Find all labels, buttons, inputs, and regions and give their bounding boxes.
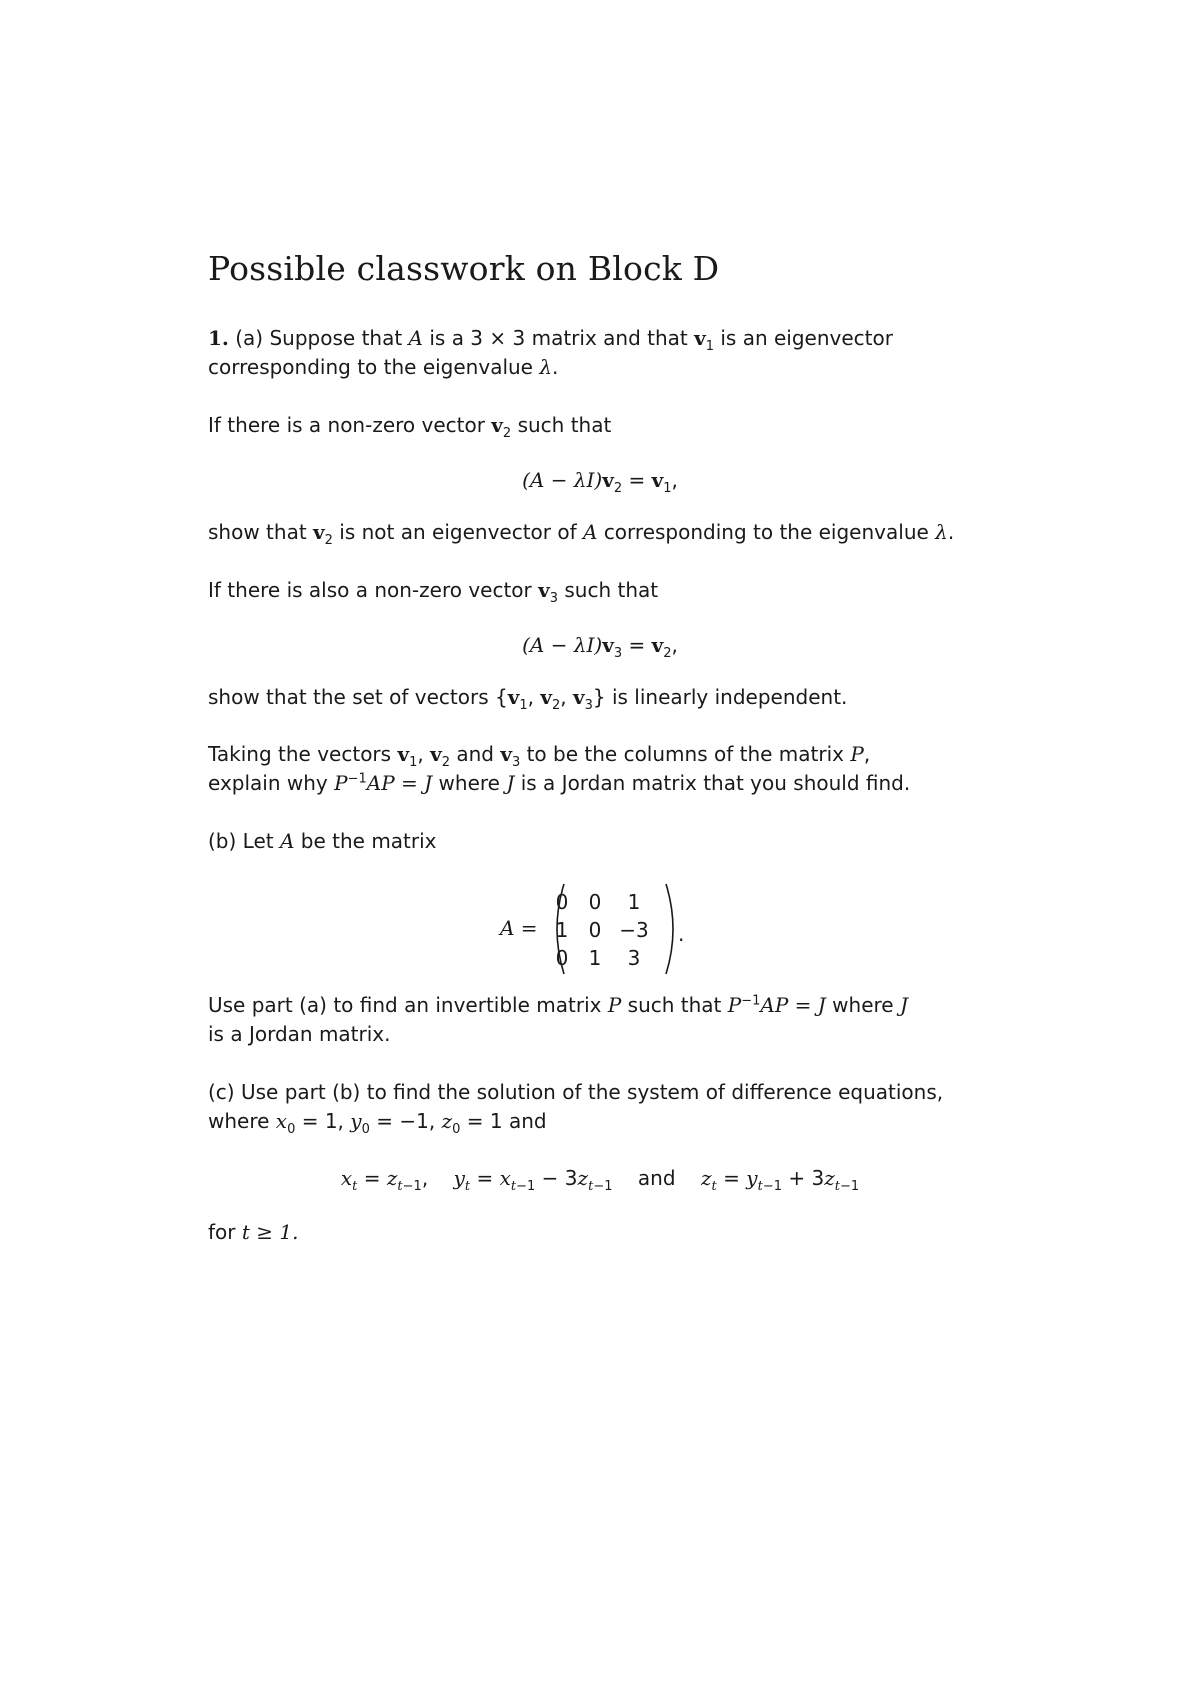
sub: 0	[361, 1122, 370, 1137]
part-b-line-3	[208, 1024, 391, 1044]
text: ,	[671, 633, 678, 657]
math-v: v	[651, 633, 664, 657]
page-title: Possible classwork on Block D	[208, 249, 720, 288]
text: for	[208, 1220, 236, 1244]
text: such that	[564, 578, 659, 602]
part-a-para-2	[208, 413, 612, 441]
math-v: v	[491, 413, 503, 437]
sub: 3	[584, 698, 593, 713]
question-number: 1.	[208, 326, 229, 350]
text: such that	[627, 993, 722, 1017]
text: is not an eigenvector of	[339, 520, 577, 544]
sub: 2	[502, 426, 512, 441]
text: such that	[517, 413, 612, 437]
math-v: v	[430, 742, 442, 766]
text: {	[494, 685, 508, 709]
sub: 2	[441, 755, 450, 770]
matrix-period: .	[678, 922, 685, 946]
math-P: P	[850, 742, 864, 766]
math-v: v	[540, 685, 552, 709]
part-c-line-3	[208, 1222, 298, 1242]
text: show that the set of vectors	[208, 685, 489, 709]
text: ,	[560, 685, 567, 709]
math: AP	[366, 771, 395, 795]
math-v: v	[538, 578, 550, 602]
matrix-cell: 3	[627, 946, 641, 970]
matrix-cell: 1	[555, 918, 569, 942]
math-J: J	[506, 771, 515, 795]
part-b-line-1	[208, 831, 437, 851]
math-x: x	[275, 1109, 288, 1133]
part-a-line-1	[208, 326, 893, 354]
math: (A − λI)	[522, 468, 603, 492]
text: =	[628, 468, 646, 492]
equation-1	[0, 468, 1200, 496]
text: corresponding to the eigenvalue	[208, 355, 533, 379]
text: where	[438, 771, 500, 795]
math-v: v	[507, 685, 520, 709]
math: AP	[760, 993, 789, 1017]
text: .	[552, 355, 559, 379]
text: be the matrix	[300, 829, 437, 853]
sub: 0	[287, 1122, 296, 1137]
text: ,	[671, 468, 678, 492]
math-A: A	[279, 829, 295, 853]
text: ,	[417, 742, 424, 766]
text: =	[628, 633, 646, 657]
math: (A − λI)	[522, 633, 603, 657]
matrix-lhs: A =	[500, 916, 538, 940]
difference-equations: $x_t = z_{t-1}$, $y_t = x_{t-1} - 3z_{t-1}$ and $z_t = y_{t-1} + 3z_{t-1}$	[340, 1166, 860, 1194]
math-v: v	[694, 326, 706, 350]
part-a-label: (a)	[235, 326, 264, 350]
matrix-cell: 1	[627, 890, 641, 914]
part-a-line-2	[208, 357, 558, 377]
equation-2	[0, 633, 1200, 661]
text: explain why	[208, 771, 328, 795]
sub: 1	[663, 481, 672, 496]
math-lambda: λ	[539, 355, 553, 379]
sub: 2	[324, 533, 333, 548]
part-a-para-3	[208, 520, 955, 548]
math-v: v	[602, 468, 614, 492]
math-v: v	[651, 468, 664, 492]
text: where	[208, 1109, 270, 1133]
text: .	[947, 520, 955, 544]
text: Taking the vectors	[208, 742, 392, 766]
sub: 2	[551, 698, 561, 713]
math-P: P	[607, 993, 622, 1017]
text: is linearly independent.	[611, 685, 848, 709]
text: }	[592, 685, 606, 709]
math-P: P	[727, 993, 742, 1017]
right-paren	[666, 884, 673, 974]
math-A: A	[408, 326, 423, 350]
sup: −1	[347, 771, 367, 787]
math-y: y	[350, 1109, 362, 1133]
sub: 1	[705, 339, 715, 354]
text: is a Jordan matrix that you should find.	[520, 771, 911, 795]
matrix-cell: 1	[588, 946, 602, 970]
part-c-line-1	[208, 1082, 943, 1102]
sub: 0	[452, 1122, 461, 1137]
math: = J	[794, 993, 826, 1017]
matrix-cell: 0	[588, 918, 602, 942]
text: and	[456, 742, 494, 766]
text: is a 3 × 3 matrix and that	[429, 326, 688, 350]
text: Use part (a) to find an invertible matrix	[208, 993, 602, 1017]
sub: 3	[549, 591, 559, 606]
text: corresponding to the eigenvalue	[603, 520, 929, 544]
math-z: z	[441, 1109, 453, 1133]
sub: 1	[519, 698, 528, 713]
part-a-para-6-line-2	[208, 773, 910, 793]
text: to be the columns of the matrix	[526, 742, 844, 766]
text: Let	[242, 829, 274, 853]
sub: 2	[663, 646, 672, 661]
matrix-cell: 0	[555, 890, 569, 914]
sub: 1	[409, 755, 418, 770]
part-a-para-4	[208, 578, 659, 606]
text: and	[637, 1166, 676, 1190]
text: ,	[863, 742, 871, 766]
math: = J	[401, 771, 433, 795]
text: Use part (b) to find the solution of the system of difference equations,	[240, 1080, 944, 1104]
math-v: v	[397, 742, 410, 766]
math: t ≥ 1.	[241, 1220, 299, 1244]
text: is a Jordan matrix.	[208, 1022, 391, 1046]
text: ,	[527, 685, 534, 709]
text: If there is also a non-zero vector	[208, 578, 532, 602]
math-v: v	[500, 742, 512, 766]
math-v: v	[602, 633, 614, 657]
part-b-label: (b)	[208, 829, 237, 853]
sub: 3	[511, 755, 521, 770]
math-v: v	[572, 685, 585, 709]
part-a-para-6-line-1	[208, 742, 871, 770]
matrix-cell: 0	[588, 890, 602, 914]
text: If there is a non-zero vector	[208, 413, 485, 437]
part-b-line-2	[208, 995, 908, 1015]
part-c-line-2	[208, 1109, 547, 1137]
part-a-para-5	[208, 685, 848, 713]
matrix-cell: −3	[619, 918, 649, 942]
text: = −1,	[376, 1109, 436, 1133]
math-v: v	[313, 520, 325, 544]
text: is an eigenvector	[720, 326, 893, 350]
sub: 2	[613, 481, 623, 496]
math-J: J	[899, 993, 908, 1017]
matrix-cell: 0	[555, 946, 569, 970]
matrix-equation	[500, 882, 720, 992]
sub: 3	[613, 646, 623, 661]
text: show that	[208, 520, 307, 544]
text: = 1 and	[466, 1109, 547, 1133]
sup: −1	[741, 993, 761, 1009]
math-P: P	[334, 771, 348, 795]
part-c-label: (c)	[208, 1080, 235, 1104]
text: where	[832, 993, 894, 1017]
math-lambda: λ	[935, 520, 948, 544]
text: = 1,	[301, 1109, 344, 1133]
math-A: A	[583, 520, 598, 544]
text: Suppose that	[269, 326, 403, 350]
